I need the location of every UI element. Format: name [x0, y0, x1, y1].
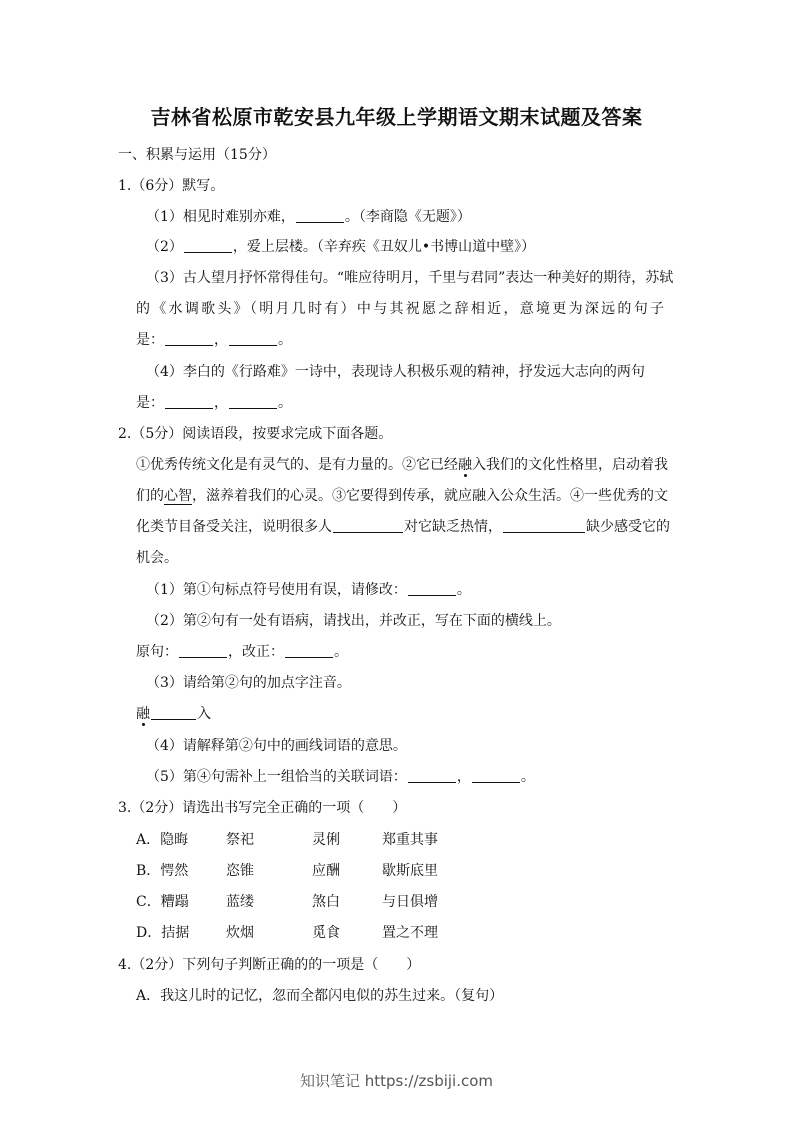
- q2-item-4: （4）请解释第②句中的画线词语的意思。: [146, 738, 407, 754]
- q4-option-a[interactable]: A．我这儿时的记忆，忽而全都闪电似的苏生过来。（复句）: [136, 988, 504, 1004]
- underlined-word: 心智: [164, 488, 192, 504]
- q1-item-3-line-3: 是： ， 。: [136, 332, 292, 348]
- q2-item-5: （5）第④句需补上一组恰当的关联词语： ， 。: [146, 769, 535, 785]
- footer-watermark: 知识笔记 https://zsbiji.com: [299, 1072, 494, 1090]
- q2-passage-line-2: 们的心智，滋养着我们的心灵。③它要得到传承，就应融入公众生活。④一些优秀的文: [136, 488, 668, 504]
- q2-passage-line-1: ①优秀传统文化是有灵气的、是有力量的。②它已经融入我们的文化性格里，启动着我: [136, 457, 668, 473]
- question-2-heading: 2.（5分）阅读语段，按要求完成下面各题。: [118, 426, 393, 442]
- q3-option-b[interactable]: B．愕然 恣锥 应酬 歇斯底里: [136, 863, 438, 879]
- answer-blank[interactable]: [285, 643, 333, 658]
- q2-passage-line-3: 化类节目备受关注，说明很多人 对它缺乏热情， 缺少感受它的: [136, 519, 670, 535]
- q2-passage-line-4: 机会。: [136, 550, 178, 566]
- answer-blank[interactable]: [151, 705, 196, 720]
- answer-blank[interactable]: [503, 518, 585, 533]
- q2-item-2: （2）第②句有一处有语病，请找出，并改正，写在下面的横线上。: [146, 613, 561, 629]
- answer-blank[interactable]: [333, 518, 403, 533]
- q3-option-a[interactable]: A．隐晦 祭祀 灵俐 郑重其事: [136, 832, 438, 848]
- answer-blank[interactable]: [472, 768, 520, 783]
- q2-item-3-answer: 融 入: [136, 706, 211, 722]
- answer-blank[interactable]: [229, 331, 277, 346]
- q1-item-3-line-2: 的《水调歌头》（明月几时有）中与其祝愿之辞相近，意境更为深远的句子: [136, 301, 664, 317]
- q1-item-3-line-1: （3）古人望月抒怀常得佳句。“唯应待明月，千里与君同”表达一种美好的期待，苏轼: [146, 270, 674, 286]
- q1-item-4-line-1: （4）李白的《行路难》一诗中，表现诗人积极乐观的精神，抒发远大志向的两句: [146, 364, 645, 380]
- answer-blank[interactable]: [229, 394, 277, 409]
- answer-blank[interactable]: [408, 768, 456, 783]
- answer-blank[interactable]: [408, 581, 456, 596]
- question-3-heading: 3.（2分）请选出书写完全正确的一项（ ）: [118, 800, 407, 816]
- question-1-heading: 1.（6分）默写。: [118, 178, 225, 194]
- dotted-character: 融: [458, 457, 472, 473]
- answer-blank[interactable]: [165, 394, 213, 409]
- page-title: 吉林省松原市乾安县九年级上学期语文期末试题及答案: [150, 105, 643, 129]
- q1-item-2: （2） ，爱上层楼。（辛弃疾《丑奴儿•书博山道中壁》）: [146, 239, 536, 255]
- answer-blank[interactable]: [184, 238, 232, 253]
- q1-item-4-line-2: 是： ， 。: [136, 395, 292, 411]
- section-heading: 一、积累与运用（15分）: [118, 147, 276, 163]
- answer-blank[interactable]: [165, 331, 213, 346]
- q2-item-2-answer: 原句： ，改正： 。: [136, 644, 348, 660]
- q3-option-d[interactable]: D．拮据 炊烟 觅食 置之不理: [136, 925, 438, 941]
- question-4-heading: 4.（2分）下列句子判断正确的的一项是（ ）: [118, 957, 421, 973]
- answer-blank[interactable]: [179, 643, 227, 658]
- answer-blank[interactable]: [296, 208, 344, 223]
- q2-item-3: （3）请给第②句的加点字注音。: [146, 675, 351, 691]
- q3-option-c[interactable]: C．糟蹋 蓝缕 煞白 与日俱增: [136, 894, 438, 910]
- q1-item-1: （1）相见时难别亦难， 。（李商隐《无题》）: [146, 209, 471, 225]
- q2-item-1: （1）第①句标点符号使用有误，请修改： 。: [146, 582, 471, 598]
